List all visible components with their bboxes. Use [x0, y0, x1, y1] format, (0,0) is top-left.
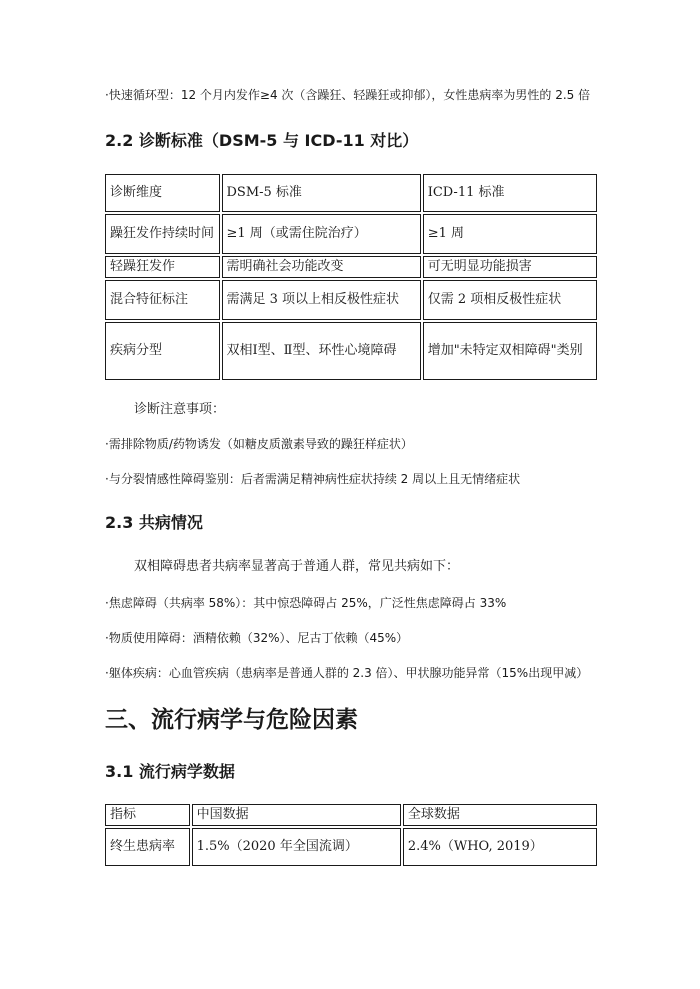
table-row: [105, 256, 597, 278]
list-item: ·物质使用障碍：酒精依赖（32%）、尼古丁依赖（45%）: [105, 631, 409, 645]
table-cell: 躁狂发作持续时间: [105, 214, 220, 254]
table-cell: 疾病分型: [105, 322, 220, 380]
table-row: [105, 214, 597, 254]
table-header-cell: DSM-5 标准: [222, 174, 421, 212]
table-row: [105, 828, 597, 866]
table-header-row: [105, 174, 597, 212]
table-cell: 终生患病率: [105, 828, 190, 866]
table-cell: 增加"未特定双相障碍"类别: [423, 322, 597, 380]
list-item: ·躯体疾病：心血管疾病（患病率是普通人群的 2.3 倍）、甲状腺功能异常（15%出现甲减）: [105, 666, 589, 680]
list-item: ·与分裂情感性障碍鉴别：后者需满足精神病性症状持续 2 周以上且无情绪症状: [105, 472, 521, 486]
table-cell: 需明确社会功能改变: [222, 256, 421, 278]
dsm-icd-comparison-table: [103, 172, 599, 382]
section-2-2-heading: 2.2 诊断标准（DSM-5 与 ICD-11 对比）: [105, 131, 419, 150]
diagnosis-notes-title: 诊断注意事项：: [134, 402, 226, 417]
table-header-cell: ICD-11 标准: [423, 174, 597, 212]
list-item: ·需排除物质/药物诱发（如糖皮质激素导致的躁狂样症状）: [105, 437, 413, 451]
section-3-heading: 三、流行病学与危险因素: [105, 706, 358, 733]
table-cell: ≥1 周: [423, 214, 597, 254]
table-cell: 2.4%（WHO, 2019）: [403, 828, 597, 866]
table-cell: 混合特征标注: [105, 280, 220, 320]
table-cell: 双相Ⅰ型、Ⅱ型、环性心境障碍: [222, 322, 421, 380]
table-row: [105, 280, 597, 320]
table-header-cell: 指标: [105, 804, 190, 826]
table-cell: ≥1 周（或需住院治疗）: [222, 214, 421, 254]
table-cell: 仅需 2 项相反极性症状: [423, 280, 597, 320]
rapid-cycling-note: ·快速循环型：12 个月内发作≥4 次（含躁狂、轻躁狂或抑郁），女性患病率为男性的 2.5 倍: [105, 88, 591, 102]
table-row: [105, 322, 597, 380]
comorbidity-intro: 双相障碍患者共病率显著高于普通人群，常见共病如下：: [134, 559, 460, 574]
table-header-cell: 中国数据: [192, 804, 401, 826]
table-cell: 轻躁狂发作: [105, 256, 220, 278]
table-cell: 需满足 3 项以上相反极性症状: [222, 280, 421, 320]
epidemiology-table: [103, 802, 599, 868]
table-cell: 可无明显功能损害: [423, 256, 597, 278]
list-item: ·焦虑障碍（共病率 58%）：其中惊恐障碍占 25%，广泛性焦虑障碍占 33%: [105, 596, 507, 610]
section-2-3-heading: 2.3 共病情况: [105, 513, 203, 532]
table-header-cell: 全球数据: [403, 804, 597, 826]
table-header-row: [105, 804, 597, 826]
section-3-1-heading: 3.1 流行病学数据: [105, 762, 235, 781]
table-cell: 1.5%（2020 年全国流调）: [192, 828, 401, 866]
table-header-cell: 诊断维度: [105, 174, 220, 212]
